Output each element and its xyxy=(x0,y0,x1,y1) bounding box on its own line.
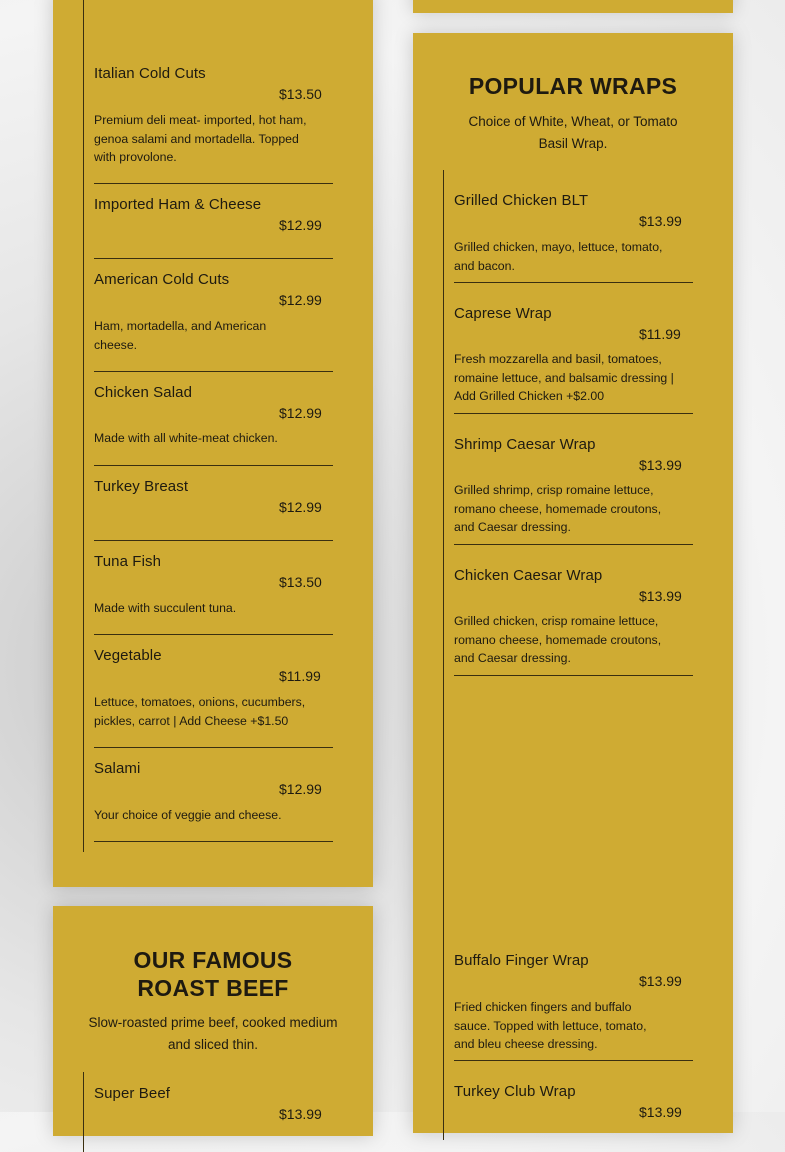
previous-section-panel xyxy=(413,0,733,13)
item-name: Imported Ham & Cheese xyxy=(94,196,262,213)
menu-item[interactable] xyxy=(454,1083,694,1120)
item-description: Grilled chicken, crisp romaine lettuce, romano cheese, homemade croutons, and Caesar dressing. xyxy=(454,614,662,665)
item-price: $12.99 xyxy=(279,405,322,421)
menu-item[interactable] xyxy=(454,192,694,273)
menu-rail xyxy=(443,170,444,1140)
item-divider xyxy=(454,413,693,414)
item-divider xyxy=(94,258,333,259)
item-name: Shrimp Caesar Wrap xyxy=(454,436,596,453)
menu-item[interactable] xyxy=(454,952,694,1051)
item-description: Grilled shrimp, crisp romaine lettuce, romano cheese, homemade croutons, and Caesar dressing. xyxy=(454,483,662,534)
item-name: Turkey Breast xyxy=(94,478,189,495)
item-price: $13.50 xyxy=(279,86,322,102)
item-price: $12.99 xyxy=(279,217,322,233)
item-name: Italian Cold Cuts xyxy=(94,65,206,82)
menu-item[interactable] xyxy=(454,305,694,403)
menu-item[interactable] xyxy=(94,196,334,233)
menu-rail xyxy=(83,1072,84,1152)
menu-item[interactable] xyxy=(94,65,334,164)
menu-item[interactable] xyxy=(94,760,334,822)
item-divider xyxy=(454,544,693,545)
item-price: $13.99 xyxy=(639,213,682,229)
item-divider xyxy=(454,282,693,283)
item-divider xyxy=(94,465,333,466)
item-price: $13.50 xyxy=(279,574,322,590)
item-name: Chicken Caesar Wrap xyxy=(454,567,603,584)
item-divider xyxy=(94,371,333,372)
menu-item[interactable] xyxy=(454,567,694,665)
menu-item[interactable] xyxy=(94,1085,334,1122)
item-divider xyxy=(94,183,333,184)
item-description: Your choice of veggie and cheese. xyxy=(94,808,282,822)
item-description: Made with all white-meat chicken. xyxy=(94,431,278,445)
menu-item[interactable] xyxy=(94,478,334,515)
menu-item[interactable] xyxy=(94,271,334,352)
item-name: Buffalo Finger Wrap xyxy=(454,952,589,969)
item-price: $11.99 xyxy=(639,326,681,342)
item-name: Grilled Chicken BLT xyxy=(454,192,589,209)
item-name: Turkey Club Wrap xyxy=(454,1083,576,1100)
item-price: $13.99 xyxy=(639,457,682,473)
item-price: $12.99 xyxy=(279,781,322,797)
item-name: Vegetable xyxy=(94,647,162,664)
item-divider xyxy=(454,675,693,676)
item-price: $13.99 xyxy=(639,588,682,604)
item-name: Salami xyxy=(94,760,141,777)
item-price: $13.99 xyxy=(279,1106,322,1122)
item-description: Ham, mortadella, and American cheese. xyxy=(94,319,267,352)
item-description: Fresh mozzarella and basil, tomatoes, romaine lettuce, and balsamic dressing | Add Grilled Chicken +$2.00 xyxy=(454,352,674,403)
menu-item[interactable] xyxy=(94,384,334,445)
item-name: American Cold Cuts xyxy=(94,271,230,288)
item-description: Fried chicken fingers and buffalo sauce. Topped with lettuce, tomato, and bleu cheese dressing. xyxy=(454,1000,647,1051)
item-price: $12.99 xyxy=(279,292,322,308)
section-subtitle: Choice of White, Wheat, or Tomato Basil Wrap. xyxy=(468,114,678,151)
item-description: Grilled chicken, mayo, lettuce, tomato, and bacon. xyxy=(454,240,663,273)
section-title: POPULAR WRAPS xyxy=(468,73,678,99)
menu-item[interactable] xyxy=(454,436,694,534)
item-price: $12.99 xyxy=(279,499,322,515)
item-name: Tuna Fish xyxy=(94,553,162,570)
item-divider xyxy=(94,747,333,748)
item-divider xyxy=(94,634,333,635)
item-name: Super Beef xyxy=(94,1085,171,1102)
item-divider xyxy=(94,540,333,541)
item-name: Chicken Salad xyxy=(94,384,193,401)
item-description: Made with succulent tuna. xyxy=(94,601,237,615)
section-subtitle: Slow-roasted prime beef, cooked medium and sliced thin. xyxy=(88,1015,338,1052)
roast-beef-panel xyxy=(53,906,373,1136)
item-description: Premium deli meat- imported, hot ham, genoa salami and mortadella. Topped with provolone. xyxy=(94,113,307,164)
item-description: Lettuce, tomatoes, onions, cucumbers, pickles, carrot | Add Cheese +$1.50 xyxy=(94,695,306,728)
cold-cuts-panel xyxy=(53,0,373,887)
section-title: OUR FAMOUS ROAST BEEF xyxy=(133,947,293,1001)
item-name: Caprese Wrap xyxy=(454,305,552,322)
menu-item[interactable] xyxy=(94,647,334,728)
item-divider xyxy=(454,1060,693,1061)
item-price: $11.99 xyxy=(279,668,321,684)
item-divider xyxy=(94,841,333,842)
menu-rail xyxy=(83,0,84,852)
menu-item[interactable] xyxy=(94,553,334,615)
popular-wraps-panel xyxy=(413,33,733,1133)
item-price: $13.99 xyxy=(639,973,682,989)
item-price: $13.99 xyxy=(639,1104,682,1120)
